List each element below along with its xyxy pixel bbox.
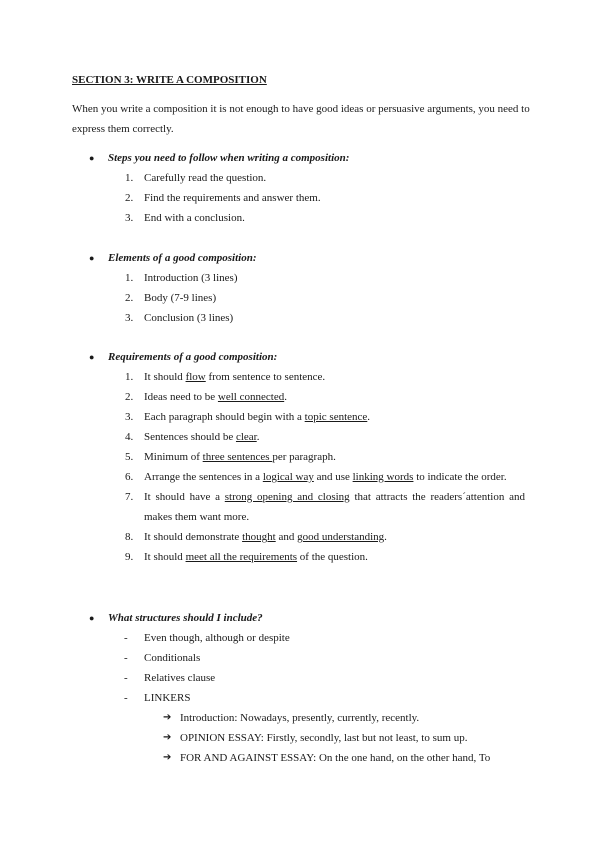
requirements-list (0, 367, 600, 567)
structures-heading-text: What structures should I include? (108, 612, 263, 624)
elements-list (0, 268, 600, 328)
linkers-list (0, 708, 600, 768)
steps-heading (0, 148, 600, 168)
requirements-section (0, 347, 600, 567)
list-item: 1. Introduction (3 lines) (125, 272, 238, 284)
page-title: SECTION 3: WRITE A COMPOSITION (72, 74, 267, 86)
list-item: 1. Carefully read the question. (125, 172, 267, 184)
list-item: 7. It should have a strong opening and closing that attracts the readers´attention and makes them want more. (125, 491, 526, 523)
list-item: 8. It should demonstrate thought and good understanding. (125, 531, 387, 543)
elements-heading (0, 248, 600, 268)
arrow-right-icon: ➔ (163, 752, 172, 763)
list-item: 1. It should flow from sentence to sentence. (125, 371, 326, 383)
elements-heading-text: Elements of a good composition: (108, 252, 257, 264)
structures-section (0, 608, 600, 768)
elements-section (0, 248, 600, 328)
list-item: 3. Each paragraph should begin with a topic sentence. (125, 411, 371, 423)
requirements-heading (0, 347, 600, 367)
list-item: - LINKERS (124, 692, 191, 704)
list-item: 2. Find the requirements and answer them. (125, 192, 321, 204)
list-item: ➔ OPINION ESSAY: Firstly, secondly, last but not least, to sum up. (0, 728, 525, 748)
list-item: ➔ FOR AND AGAINST ESSAY: On the one hand, on the other hand, To (0, 748, 525, 768)
list-item: - Relatives clause (124, 672, 216, 684)
list-item: 2. Ideas need to be well connected. (125, 391, 287, 403)
list-item: 2. Body (7-9 lines) (125, 292, 217, 304)
bullet-icon: ● (89, 153, 95, 163)
list-item: 6. Arrange the sentences in a logical way and use linking words to indicate the order. (125, 471, 507, 483)
steps-heading-text: Steps you need to follow when writing a composition: (108, 152, 350, 164)
list-item: - Conditionals (124, 652, 201, 664)
structures-heading (0, 608, 600, 628)
list-item: 3. End with a conclusion. (125, 212, 245, 224)
list-item: - Even though, although or despite (124, 632, 290, 644)
steps-list (0, 168, 600, 228)
list-item: 5. Minimum of three sentences per paragraph. (125, 451, 336, 463)
list-item: 4. Sentences should be clear. (125, 431, 260, 443)
list-item: ➔ Introduction: Nowadays, presently, currently, recently. (0, 708, 525, 728)
requirements-heading-text: Requirements of a good composition: (108, 351, 278, 363)
steps-section (0, 148, 600, 228)
arrow-right-icon: ➔ (163, 732, 172, 743)
arrow-right-icon: ➔ (163, 712, 172, 723)
bullet-icon: ● (89, 352, 95, 362)
list-item: 9. It should meet all the requirements of the question. (125, 551, 368, 563)
bullet-icon: ● (89, 613, 95, 623)
list-item: 3. Conclusion (3 lines) (125, 312, 234, 324)
bullet-icon: ● (89, 253, 95, 263)
intro-paragraph: When you write a composition it is not enough to have good ideas or persuasive arguments, you need to express them correctly. (72, 103, 530, 135)
structures-list (0, 628, 600, 708)
